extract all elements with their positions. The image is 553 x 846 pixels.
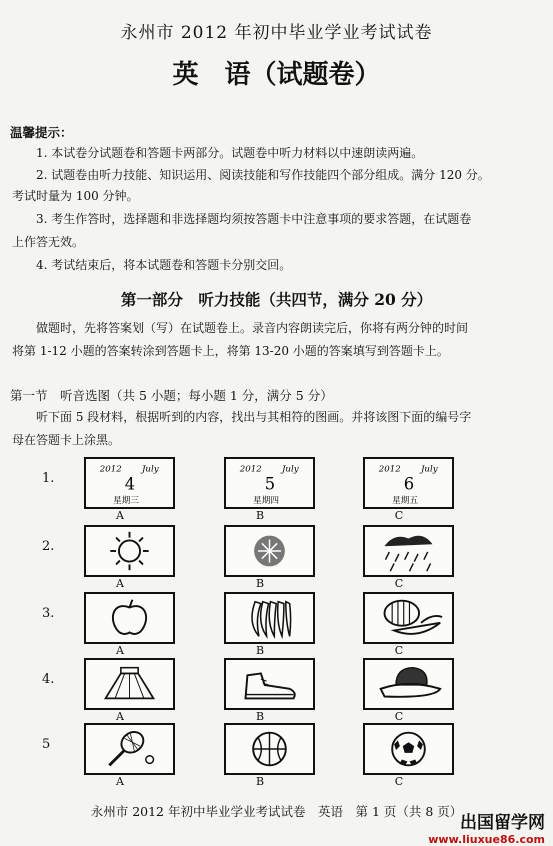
calendar-year: 2012 [239, 464, 262, 475]
option-letter: C [394, 577, 404, 590]
calendar-icon [86, 459, 173, 507]
section1-instruction: 母在答题卡上涂黑。 [12, 433, 121, 447]
calendar-month: July [420, 464, 438, 475]
banana-icon [226, 594, 313, 642]
part1-title: 第一部分 听力技能（共四节，满分 20 分） [120, 290, 433, 309]
calendar-icon [226, 459, 313, 507]
option-b-picture[interactable] [224, 723, 315, 775]
calendar-weekday: 星期三 [113, 496, 140, 507]
exam-title: 永州市 2012 年初中毕业学业考试试卷 [120, 23, 433, 43]
shoe-icon [226, 660, 313, 708]
skirt-icon [86, 660, 173, 708]
option-letter: C [394, 509, 404, 522]
tip-line: 1. 本试卷分试题卷和答题卡两部分。试题卷中听力材料以中速朗读两遍。 [36, 146, 424, 160]
question-number: 4. [42, 672, 55, 687]
option-letter: C [394, 775, 404, 788]
option-letter: A [116, 577, 124, 590]
part1-instruction: 做题时，先将答案划（写）在试题卷上。录音内容朗读完后，你将有两分钟的时间 [36, 321, 469, 335]
option-letter: A [116, 644, 124, 657]
option-letter: B [255, 577, 265, 590]
question-number: 2. [42, 539, 55, 554]
option-a-picture[interactable] [84, 457, 175, 509]
option-b-picture[interactable] [224, 525, 315, 577]
option-b-picture[interactable] [224, 658, 315, 710]
calendar-weekday: 星期四 [253, 496, 280, 507]
part1-instruction: 将第 1-12 小题的答案转涂到答题卡上，将第 13-20 小题的答案填写到答题卡上。 [12, 344, 449, 358]
watermark [428, 808, 545, 846]
snow-icon [226, 527, 313, 575]
calendar-icon [365, 459, 452, 507]
hat-icon [365, 660, 452, 708]
watermark-url: www.liuxue86.com [428, 833, 545, 846]
option-letter: A [116, 710, 124, 723]
option-b-picture[interactable] [224, 592, 315, 644]
calendar-day: 5 [264, 474, 276, 494]
option-a-picture[interactable] [84, 658, 175, 710]
watermark-site-name: 出国留学网 [460, 813, 545, 833]
rain-icon [365, 527, 452, 575]
calendar-year: 2012 [378, 464, 401, 475]
tips-title: 温馨提示： [10, 125, 73, 140]
calendar-weekday: 星期五 [392, 496, 419, 507]
calendar-day: 4 [124, 474, 136, 494]
option-c-picture[interactable] [363, 592, 454, 644]
tip-line: 4. 考试结束后，将本试题卷和答题卡分别交回。 [36, 258, 292, 272]
calendar-day: 6 [403, 474, 415, 494]
tip-line: 3. 考生作答时，选择题和非选择题均须按答题卡中注意事项的要求答题，在试题卷 [36, 212, 472, 226]
option-a-picture[interactable] [84, 723, 175, 775]
option-c-picture[interactable] [363, 723, 454, 775]
calendar-month: July [141, 464, 159, 475]
question-number: 3. [42, 606, 55, 621]
option-c-picture[interactable] [363, 525, 454, 577]
soccer-ball-icon [365, 725, 452, 773]
option-letter: C [394, 710, 404, 723]
question-number: 5 [42, 737, 51, 752]
tennis-racket-icon [86, 725, 173, 773]
tip-line: 考试时量为 100 分钟。 [12, 189, 139, 203]
option-a-picture[interactable] [84, 525, 175, 577]
page-footer: 永州市 2012 年初中毕业学业考试试卷 英语 第 1 页（共 8 页） [90, 804, 463, 819]
calendar-month: July [281, 464, 299, 475]
watermelon-icon [365, 594, 452, 642]
section1-instruction: 听下面 5 段材料，根据听到的内容，找出与其相符的图画。并将该图下面的编号字 [36, 410, 472, 424]
option-letter: B [255, 710, 265, 723]
calendar-year: 2012 [99, 464, 122, 475]
basketball-icon [226, 725, 313, 773]
option-c-picture[interactable] [363, 457, 454, 509]
section1-title: 第一节 听音选图（共 5 小题；每小题 1 分，满分 5 分） [10, 388, 333, 403]
option-a-picture[interactable] [84, 592, 175, 644]
exam-subtitle: 英 语（试题卷） [172, 60, 381, 90]
tip-line: 上作答无效。 [12, 235, 85, 249]
question-number: 1. [42, 471, 55, 486]
option-letter: A [116, 775, 124, 788]
option-b-picture[interactable] [224, 457, 315, 509]
option-letter: A [116, 509, 124, 522]
option-letter: B [255, 509, 265, 522]
option-letter: B [255, 644, 265, 657]
option-c-picture[interactable] [363, 658, 454, 710]
sun-icon [86, 527, 173, 575]
apple-icon [86, 594, 173, 642]
option-letter: C [394, 644, 404, 657]
option-letter: B [255, 775, 265, 788]
tip-line: 2. 试题卷由听力技能、知识运用、阅读技能和写作技能四个部分组成。满分 120 分。 [36, 168, 490, 182]
